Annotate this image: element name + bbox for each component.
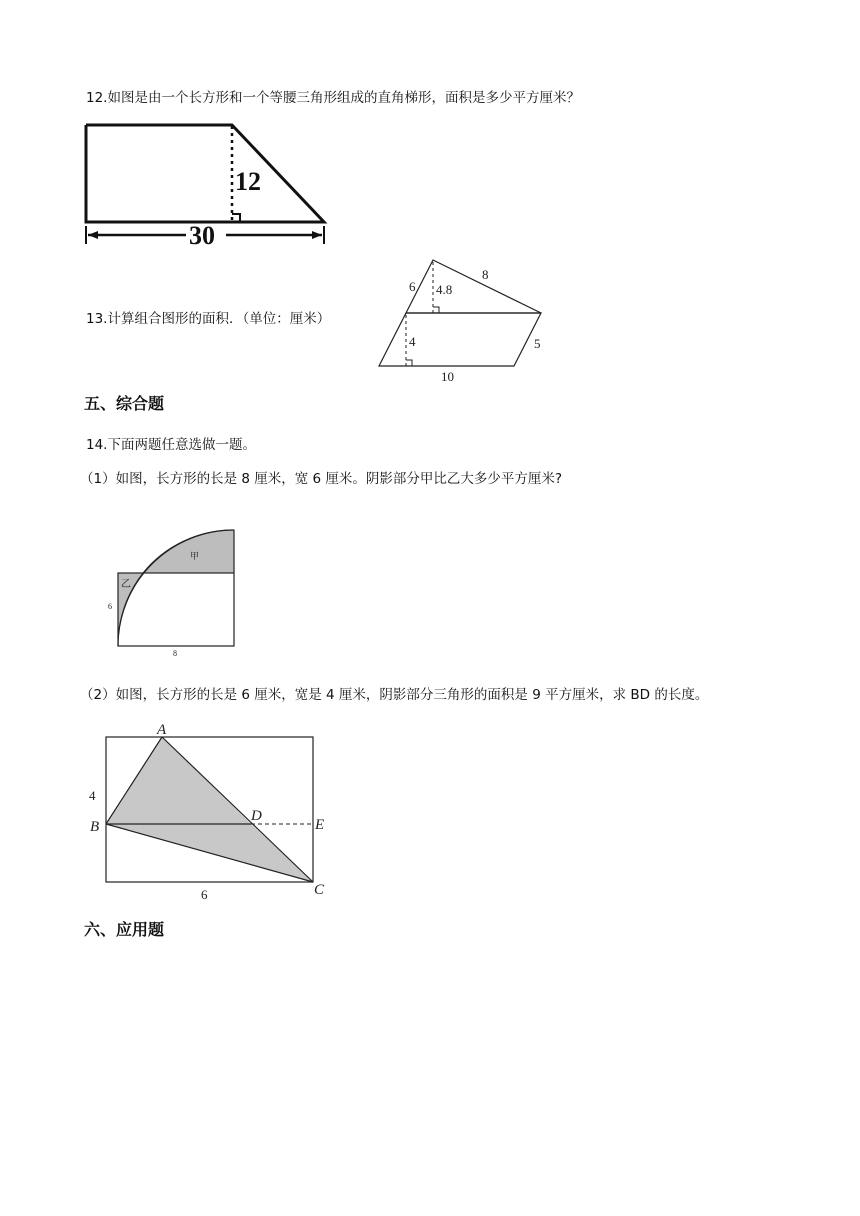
q14p2-label-a: A bbox=[157, 722, 167, 738]
question-14-part2-text: （2）如图，长方形的长是 6 厘米，宽是 4 厘米，阴影部分三角形的面积是 9 平方厘米，求 BD 的长度。 bbox=[80, 687, 709, 703]
q14p2-label-width: 4 bbox=[89, 788, 96, 803]
q14p2-label-e: E bbox=[315, 817, 325, 833]
q14p2-label-c: C bbox=[314, 882, 325, 898]
q14p1-label-yi: 乙 bbox=[121, 579, 131, 590]
q13-label-height-bottom: 4 bbox=[409, 334, 416, 349]
q14p1-label-jia: 甲 bbox=[190, 551, 200, 561]
q13-label-right-top: 8 bbox=[482, 267, 489, 282]
q13-label-base: 10 bbox=[441, 369, 454, 384]
section-5-title: 五、综合题 bbox=[84, 394, 165, 413]
q13-label-left-side: 6 bbox=[409, 279, 416, 294]
q14p1-label-width: 6 bbox=[108, 602, 112, 611]
question-14-part1-text: （1）如图，长方形的长是 8 厘米，宽 6 厘米。阴影部分甲比乙大多少平方厘米? bbox=[80, 471, 563, 487]
section-6-title: 六、应用题 bbox=[84, 920, 165, 939]
q14p2-label-b: B bbox=[90, 819, 100, 835]
question-12-text: 12.如图是由一个长方形和一个等腰三角形组成的直角梯形，面积是多少平方厘米？ bbox=[86, 90, 580, 106]
q14p1-label-length: 8 bbox=[173, 649, 177, 658]
q13-label-height-top: 4.8 bbox=[436, 282, 453, 297]
q14p2-label-length: 6 bbox=[201, 887, 208, 902]
q12-height-label: 12 bbox=[235, 167, 261, 196]
q12-base-label: 30 bbox=[189, 221, 215, 250]
question-13-text: 13.计算组合图形的面积．（单位：厘米） bbox=[86, 311, 331, 327]
q13-label-right-side: 5 bbox=[534, 336, 541, 351]
q14p2-label-d: D bbox=[251, 808, 262, 824]
question-14-text: 14.下面两题任意选做一题。 bbox=[86, 437, 256, 453]
q14p2-shaded-triangle-top bbox=[106, 737, 251, 824]
